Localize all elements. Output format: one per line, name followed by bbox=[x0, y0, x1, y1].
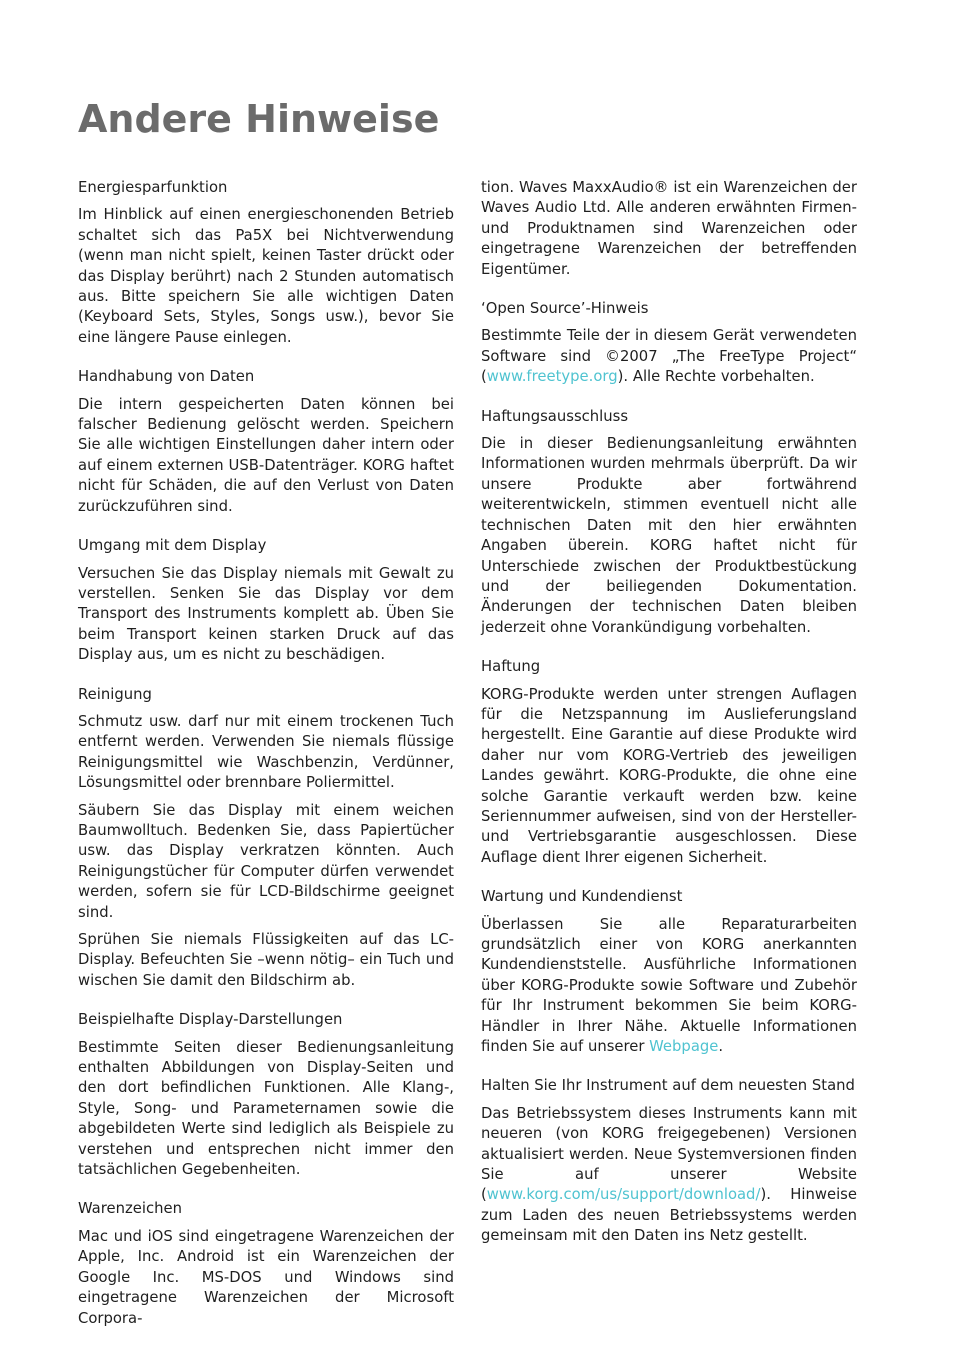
section-heading: Halten Sie Ihr Instrument auf dem neuesten Stand bbox=[481, 1077, 855, 1095]
section-haftung bbox=[481, 657, 857, 868]
right-column bbox=[481, 178, 857, 1254]
text: Bestimmte Teile der in diesem Gerät verwendeten Software sind ©2007 „The FreeType Project“ ( bbox=[481, 327, 857, 386]
section-heading: Umgang mit dem Display bbox=[78, 537, 267, 555]
section-heading: ‘Open Source’-Hinweis bbox=[481, 300, 649, 318]
text: Das Betriebssystem dieses Instruments kann mit neueren (von KORG freigegebenen) Versionen aktualisiert werden. Neue Systemversionen finden Sie auf unserer Website ( bbox=[481, 1104, 857, 1204]
section-umgang-mit-dem-display bbox=[78, 536, 454, 665]
section-heading: Haftung bbox=[481, 658, 541, 676]
section-instrument-update bbox=[481, 1076, 857, 1246]
paragraph: Schmutz usw. darf nur mit einem trockenen Tuch entfernt werden. Verwenden Sie niemals flüssige Reinigungsmittel wie Waschbenzin, Verdünner, Lösungsmittel oder brennbare Poliermittel. bbox=[78, 712, 454, 792]
paragraph: Mac und iOS sind eingetragene Warenzeichen der Apple, Inc. Android ist ein Warenzeichen der Google Inc. MS-DOS und Windows sind eingetragene Warenzeichen der Microsoft Corpora- bbox=[78, 1227, 454, 1327]
section-heading: Warenzeichen bbox=[78, 1200, 182, 1218]
paragraph: Die in dieser Bedienungsanleitung erwähnten Informationen wurden mehrmals überprüft. Da wir unsere Produkte aber fortwährend weiterentwickeln, stimmen eventuell nicht alle technischen Daten mit den hier erwähnten Angaben überein. KORG haftet nicht für Unterschiede zwischen der Produktbestückung und der beiliegenden Dokumentation. Änderungen der technischen Daten bleiben jederzeit ohne Vorankündigung vorbehalten. bbox=[481, 435, 857, 636]
text: Überlassen Sie alle Reparaturarbeiten grundsätzlich einer von KORG anerkannten Kundendienststelle. Ausführliche Informationen über KORG-Produkte sowie Software und Zubehör für Ihr Instrument bekommen Sie beim KORG-Händler in Ihrer Nähe. Aktuelle Informationen finden Sie auf unserer bbox=[481, 915, 857, 1056]
paragraph: Die intern gespeicherten Daten können bei falscher Bedienung gelöscht werden. Speichern Sie alle wichtigen Einstellungen daher intern oder auf einem externen USB-Datenträger. KORG haftet nicht für Schäden, die auf den Verlust von Daten zurückzuführen sind. bbox=[78, 395, 454, 515]
section-heading: Energiesparfunktion bbox=[78, 179, 228, 196]
section-heading: Reinigung bbox=[78, 685, 152, 703]
section-wartung-und-kundendienst bbox=[481, 887, 857, 1057]
text: . bbox=[718, 1038, 724, 1056]
text: ). Hinweise zum Laden des neuen Betriebssystems werden gemeinsam mit den Daten ins Netz gestellt. bbox=[481, 1186, 857, 1245]
paragraph bbox=[481, 1104, 857, 1247]
section-beispielhafte-display-darstellungen bbox=[78, 1010, 454, 1180]
section-open-source bbox=[481, 299, 857, 388]
text: ). Alle Rechte vorbehalten. bbox=[617, 368, 815, 386]
left-column bbox=[78, 178, 454, 1336]
section-handhabung-von-daten bbox=[78, 367, 454, 517]
paragraph-continuation: tion. Waves MaxxAudio® ist ein Warenzeichen der Waves Audio Ltd. Alle anderen erwähnten Firmen- und Produktnamen sind Warenzeichen oder eingetragene Warenzeichen der betreffenden Eigentümer. bbox=[481, 179, 857, 278]
section-heading: Handhabung von Daten bbox=[78, 368, 255, 386]
section-reinigung bbox=[78, 685, 454, 992]
paragraph: Bestimmte Seiten dieser Bedienungsanleitung enthalten Abbildungen von Display-Seiten und den dort befindlichen Funktionen. Alle Klang-, Style, Song- und Parameternamen sowie die abgebildeten Werte sind lediglich als Beispiele zu verstehen und entsprechen nicht immer den tatsächlichen Gegebenheiten. bbox=[78, 1038, 454, 1179]
section-heading: Haftungsausschluss bbox=[481, 407, 629, 425]
korg-download-link[interactable]: www.korg.com/us/support/download/ bbox=[486, 1186, 761, 1204]
paragraph: Sprühen Sie niemals Flüssigkeiten auf das LC-Display. Befeuchten Sie –wenn nötig– ein Tuch und wischen Sie damit den Bildschirm ab. bbox=[78, 931, 454, 989]
section-warenzeichen bbox=[78, 1199, 454, 1328]
section-haftungsausschluss bbox=[481, 407, 857, 638]
paragraph bbox=[481, 326, 857, 387]
paragraph: Im Hinblick auf einen energieschonenden Betrieb schaltet sich das Pa5X bei Nichtverwendung (wenn man nicht spielt, keinen Taster drückt oder das Display berührt) nach 2 Stunden automatisch aus. Bitte speichern Sie alle wichtigen Daten (Keyboard Sets, Styles, Songs usw.), bevor Sie eine längere Pause einlegen. bbox=[78, 206, 454, 346]
paragraph bbox=[481, 915, 857, 1058]
page-title: Andere Hinweise bbox=[78, 97, 440, 141]
webpage-link[interactable]: Webpage bbox=[649, 1038, 719, 1056]
paragraph: Säubern Sie das Display mit einem weichen Baumwolltuch. Bedenken Sie, dass Papiertücher usw. das Display verkratzen könnten. Auch Reinigungstücher für Computer dürfen verwendet werden, sofern sie für LCD-Bildschirme geeignet sind. bbox=[78, 801, 454, 921]
section-heading: Beispielhafte Display-Darstellungen bbox=[78, 1011, 343, 1029]
paragraph: Versuchen Sie das Display niemals mit Gewalt zu verstellen. Senken Sie das Display vor dem Transport des Instruments komplett ab. Üben Sie beim Transport keinen starken Druck auf das Display aus, um es nicht zu beschädigen. bbox=[78, 564, 454, 664]
section-energiesparfunktion bbox=[78, 178, 454, 348]
section-heading: Wartung und Kundendienst bbox=[481, 888, 683, 906]
freetype-link[interactable]: www.freetype.org bbox=[486, 368, 618, 386]
paragraph: KORG-Produkte werden unter strengen Auflagen für die Netzspannung im Auslieferungsland hergestellt. Eine Garantie auf diese Produkte wird daher nur vom KORG-Vertrieb des jeweiligen Landes gewährt. KORG-Produkte, die ohne eine solche Garantie verkauft werden bzw. keine Seriennummer aufweisen, sind von der Hersteller- und Vertriebsgarantie ausgeschlossen. Diese Auflage dient Ihrer eigenen Sicherheit. bbox=[481, 685, 857, 866]
